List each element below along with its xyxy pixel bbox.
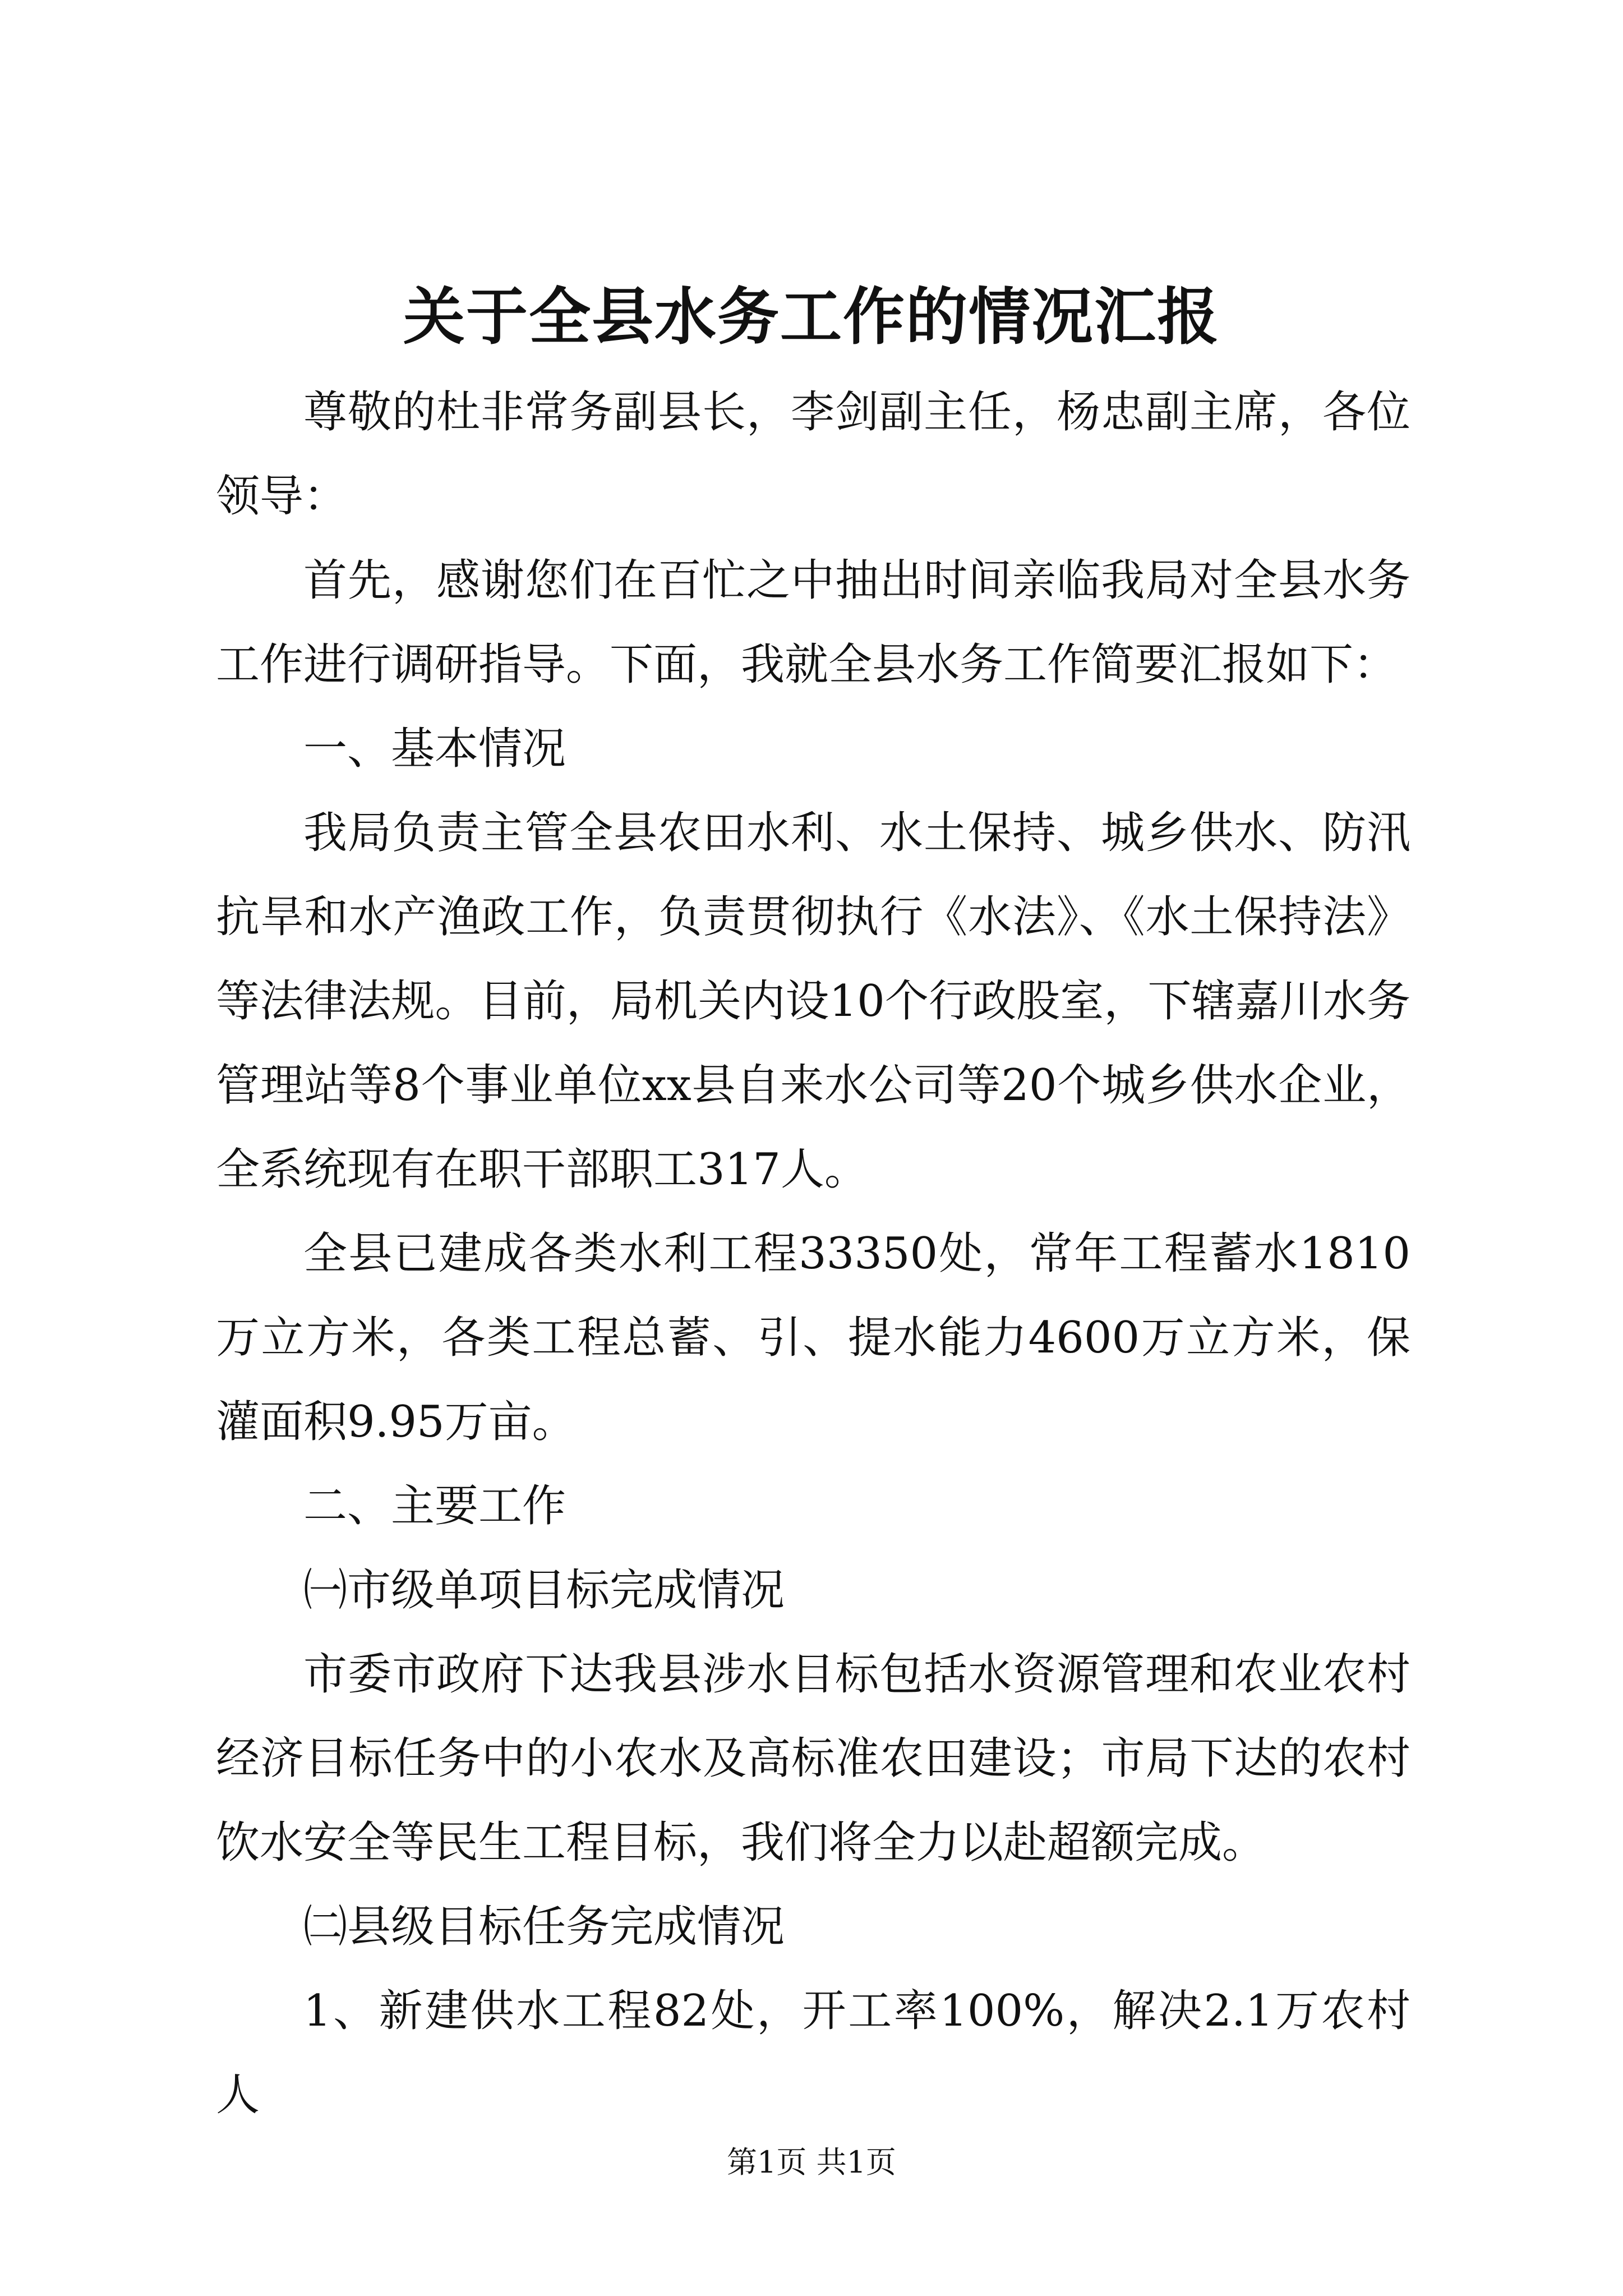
projects-paragraph: 全县已建成各类水利工程33350处，常年工程蓄水1810万立方米，各类工程总蓄、引、提水能力4600万立方米，保灌面积9.95万亩。 [216, 1228, 1410, 1447]
document-title: 关于全县水务工作的情况汇报 [403, 280, 1220, 353]
county-targets-paragraph: 1、新建供水工程82处，开工率100%，解决2.1万农村人 [216, 1986, 1410, 2120]
section-heading-basic: 一、基本情况 [303, 724, 566, 774]
page-footer: 第1页 共1页 [727, 2145, 896, 2180]
document-body [216, 370, 1410, 2137]
city-targets-paragraph: 市委市政府下达我县涉水目标包括水资源管理和农业农村经济目标任务中的小农水及高标准农田建设；市局下达的农村饮水安全等民生工程目标，我们将全力以赴超额完成。 [216, 1649, 1410, 1868]
section-heading-main-work: 二、主要工作 [303, 1481, 566, 1531]
intro-paragraph: 首先，感谢您们在百忙之中抽出时间亲临我局对全县水务工作进行调研指导。下面，我就全县水务工作简要汇报如下： [216, 555, 1410, 690]
salutation-paragraph: 尊敬的杜非常务副县长，李剑副主任，杨忠副主席，各位领导： [216, 387, 1410, 522]
basic-info-paragraph: 我局负责主管全县农田水利、水土保持、城乡供水、防汛抗旱和水产渔政工作，负责贯彻执行《水法》、《水土保持法》等法律法规。目前，局机关内设10个行政股室，下辖嘉川水务管理站等8个事业单位xx县自来水公司等20个城乡供水企业，全系统现有在职干部职工317人。 [216, 808, 1410, 1195]
subsection-heading-county: ㈡县级目标任务完成情况 [303, 1902, 785, 1952]
subsection-heading-city: ㈠市级单项目标完成情况 [303, 1565, 785, 1616]
